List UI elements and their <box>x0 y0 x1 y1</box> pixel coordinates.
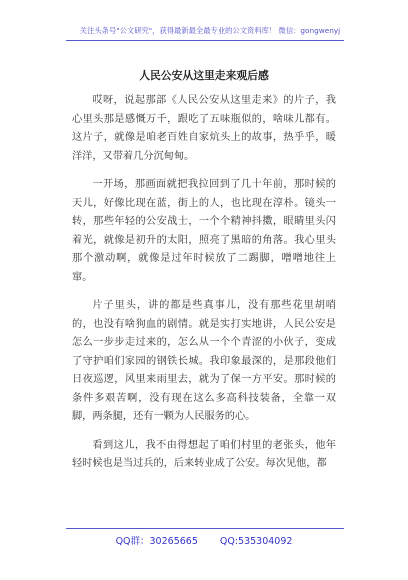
document-title: 人民公安从这里走来观后感 <box>139 69 269 82</box>
footer <box>0 533 408 547</box>
footer-qq-group: QQ群：30265665 <box>115 536 198 547</box>
paragraph: 片子里头，讲的都是些真事儿，没有那些花里胡哨的，也没有啥狗血的剧情。就是实打实地讲，人民公安是怎么一步步走过来的，怎么从一个个青涩的小伙子，变成了守护咱们家园的钢铁长城。我印象最深的，是那段他们日夜巡逻，风里来雨里去，就为了保一方平安。那时候的条件多艰苦啊，没有现在这么多高科技装备，全靠一双脚，两条腿，还有一颗为人民服务的心。 <box>72 300 336 422</box>
document-body <box>72 92 336 484</box>
header-divider <box>66 40 344 41</box>
paragraph: 看到这儿，我不由得想起了咱们村里的老张头，他年轻时候也是当过兵的，后来转业成了公安。每次见他，都 <box>72 439 336 469</box>
header-note: 关注头条号"公文研究"，获得最新最全最专业的公文资料库！ 微信：gongwenyj <box>79 26 341 35</box>
footer-divider <box>66 528 344 529</box>
paragraph: 一开场，那画面就把我拉回到了几十年前，那时候的天儿，好像比现在蓝，街上的人，也比现在淳朴。镜头一转，那些年轻的公安战士，一个个精神抖擞，眼睛里头闪着光，就像是初升的太阳，照亮了黑暗的角落。我心里头那个激动啊，就像是过年时候放了二踢脚，噌噌地往上窜。 <box>72 179 336 283</box>
paragraph: 哎呀，说起那部《人民公安从这里走来》的片子，我心里头那是感慨万千，跟吃了五味瓶似的，啥味儿都有。这片子，就像是咱老百姓自家炕头上的故事，热乎乎，暖洋洋，又带着几分沉甸甸。 <box>72 95 336 162</box>
footer-qq: QQ:535304092 <box>219 536 293 547</box>
